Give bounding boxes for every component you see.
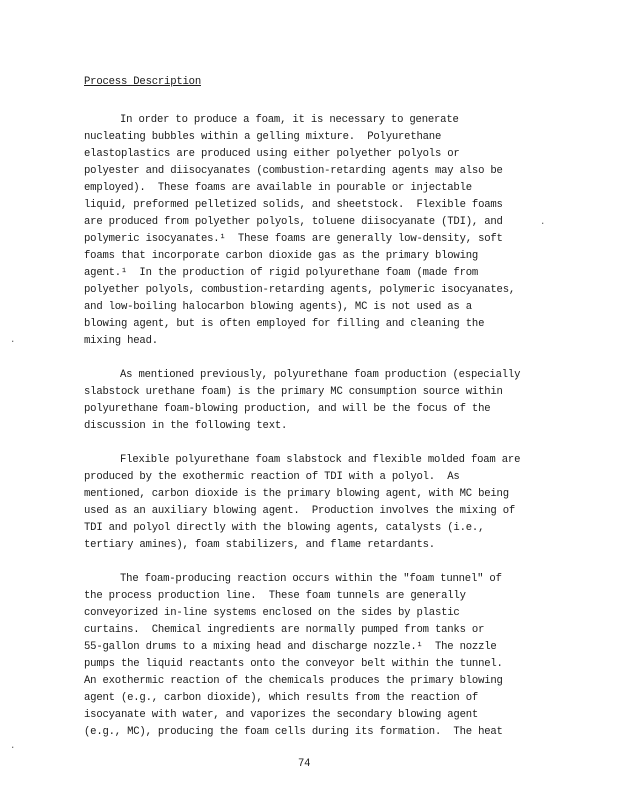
text-line: An exothermic reaction of the chemicals produces the primary blowing	[84, 675, 503, 687]
text-line: polyether polyols, combustion-retarding agents, polymeric isocyanates,	[84, 284, 516, 296]
text-line: liquid, preformed pelletized solids, and sheetstock. Flexible foams	[84, 199, 503, 211]
text-line: polyurethane foam-blowing production, and will be the focus of the	[84, 403, 491, 415]
text-line: slabstock urethane foam) is the primary MC consumption source within	[84, 386, 503, 398]
text-line: blowing agent, but is often employed for filling and cleaning the	[84, 318, 485, 330]
text-line: 55-gallon drums to a mixing head and discharge nozzle.¹ The nozzle	[84, 641, 497, 653]
text-line: (e.g., MC), producing the foam cells during its formation. The heat	[84, 726, 503, 738]
text-line: tertiary amines), foam stabilizers, and flame retardants.	[84, 539, 435, 551]
text-line: pumps the liquid reactants onto the conveyor belt within the tunnel.	[84, 658, 503, 670]
section-heading: Process Description	[84, 76, 201, 88]
text-line: produced by the exothermic reaction of TDI with a polyol. As	[84, 471, 460, 483]
text-line: In order to produce a foam, it is necessary to generate	[120, 114, 459, 126]
text-line: The foam-producing reaction occurs within the "foam tunnel" of	[120, 573, 502, 585]
page-number: 74	[298, 758, 311, 770]
text-line: and low-boiling halocarbon blowing agents), MC is not used as a	[84, 301, 472, 313]
text-line: curtains. Chemical ingredients are normally pumped from tanks or	[84, 624, 485, 636]
text-line: As mentioned previously, polyurethane foam production (especially	[120, 369, 521, 381]
text-line: discussion in the following text.	[84, 420, 288, 432]
text-line: mixing head.	[84, 335, 158, 347]
text-line: polymeric isocyanates.¹ These foams are generally low-density, soft	[84, 233, 503, 245]
text-line: Flexible polyurethane foam slabstock and flexible molded foam are	[120, 454, 521, 466]
text-line: agent.¹ In the production of rigid polyurethane foam (made from	[84, 267, 479, 279]
text-line: employed). These foams are available in pourable or injectable	[84, 182, 472, 194]
scan-speck: ·	[10, 743, 16, 753]
text-line: nucleating bubbles within a gelling mixture. Polyurethane	[84, 131, 442, 143]
text-line: TDI and polyol directly with the blowing agents, catalysts (i.e.,	[84, 522, 485, 534]
text-line: foams that incorporate carbon dioxide gas as the primary blowing	[84, 250, 479, 262]
text-line: mentioned, carbon dioxide is the primary blowing agent, with MC being	[84, 488, 509, 500]
text-line: used as an auxiliary blowing agent. Production involves the mixing of	[84, 505, 516, 517]
scan-speck: ·	[10, 337, 16, 347]
text-line: polyester and diisocyanates (combustion-retarding agents may also be	[84, 165, 503, 177]
scan-speck: ·	[540, 219, 546, 229]
text-line: the process production line. These foam tunnels are generally	[84, 590, 466, 602]
text-line: conveyorized in-line systems enclosed on the sides by plastic	[84, 607, 460, 619]
text-line: elastoplastics are produced using either polyether polyols or	[84, 148, 460, 160]
text-line: are produced from polyether polyols, toluene diisocyanate (TDI), and	[84, 216, 503, 228]
text-line: agent (e.g., carbon dioxide), which results from the reaction of	[84, 692, 479, 704]
text-line: isocyanate with water, and vaporizes the secondary blowing agent	[84, 709, 479, 721]
